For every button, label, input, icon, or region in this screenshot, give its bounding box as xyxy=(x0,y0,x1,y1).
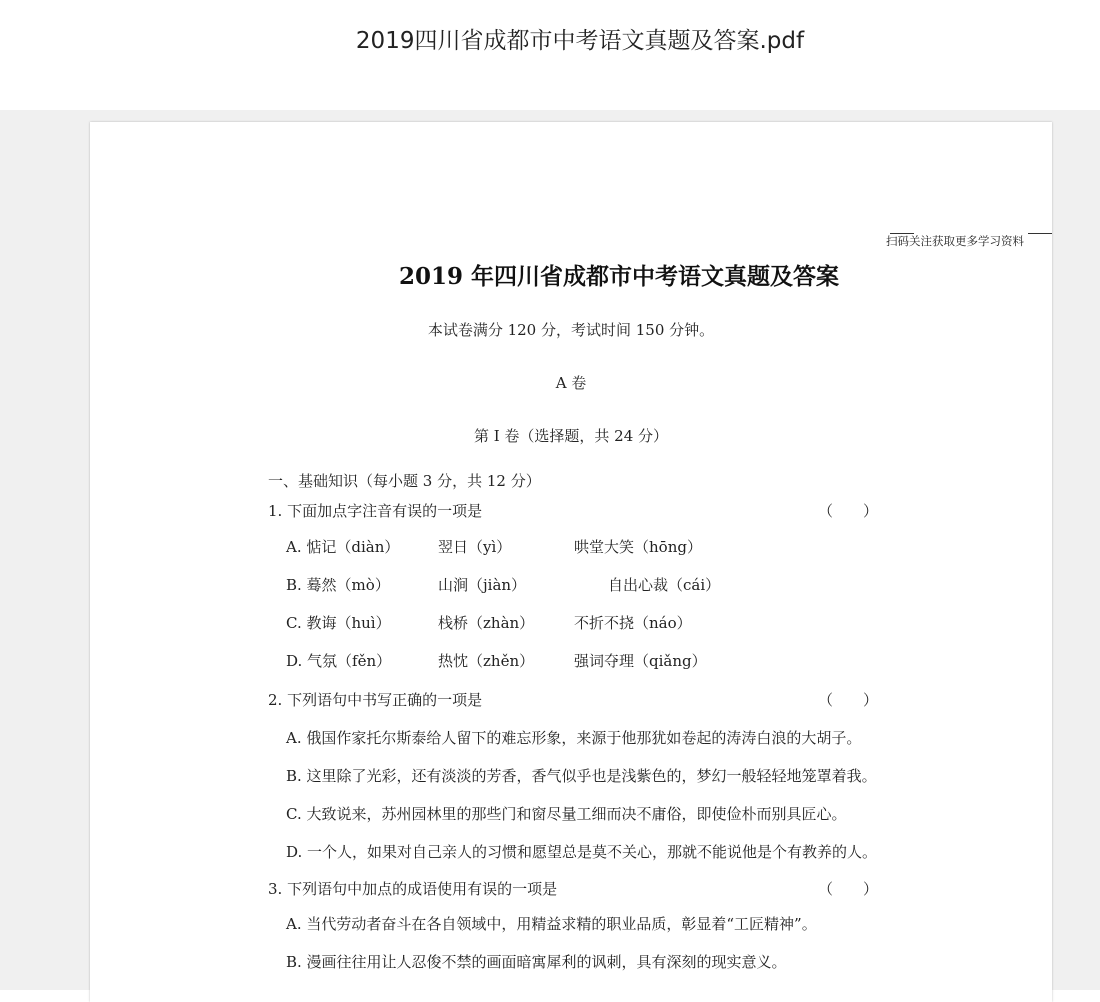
q1-option-c-2: 栈桥（zhàn） xyxy=(438,614,535,632)
q2-option-d: D. 一个人，如果对自己亲人的习惯和愿望总是莫不关心，那就不能说他是个有教养的人。 xyxy=(286,843,878,861)
document-filename: 2019四川省成都市中考语文真题及答案.pdf xyxy=(355,28,805,54)
rule-left xyxy=(890,233,914,234)
question-3-stem: 3. 下列语句中加点的成语使用有误的一项是 xyxy=(268,880,558,898)
q1-option-a-1: A. 惦记（diàn） xyxy=(286,538,400,556)
q1-option-b-2: 山涧（jiàn） xyxy=(438,576,527,594)
q2-option-a: A. 俄国作家托尔斯泰给人留下的难忘形象，来源于他那犹如卷起的涛涛白浪的大胡子。 xyxy=(286,729,862,747)
exam-note: 本试卷满分 120 分，考试时间 150 分钟。 xyxy=(427,321,715,339)
q1-option-b-3: 自出心裁（cái） xyxy=(608,576,721,594)
q1-option-b-1: B. 蓦然（mò） xyxy=(286,576,390,594)
pdf-viewer[interactable] xyxy=(0,110,1100,990)
rule-right xyxy=(1028,233,1052,234)
q1-option-d-3: 强词夺理（qiǎng） xyxy=(574,652,707,670)
volume-label: A 卷 xyxy=(555,374,587,392)
q3-option-a: A. 当代劳动者奋斗在各自领域中，用精益求精的职业品质，彰显着“工匠精神”。 xyxy=(286,915,817,933)
part-label: 第 I 卷（选择题，共 24 分） xyxy=(473,427,669,445)
q1-option-a-2: 翌日（yì） xyxy=(438,538,512,556)
q2-option-b: B. 这里除了光彩，还有淡淡的芳香，香气似乎也是浅紫色的，梦幻一般轻轻地笼罩着我。 xyxy=(286,767,877,785)
q1-option-d-1: D. 气氛（fěn） xyxy=(286,652,392,670)
pdf-page xyxy=(90,122,1052,1002)
watermark-label: 扫码关注获取更多学习资料 xyxy=(886,234,1024,248)
exam-title: 2019 年四川省成都市中考语文真题及答案 xyxy=(398,263,840,290)
q1-option-c-3: 不折不挠（náo） xyxy=(574,614,692,632)
question-1-answer-blank: （ ） xyxy=(818,502,879,520)
section-heading: 一、基础知识（每小题 3 分，共 12 分） xyxy=(268,472,541,490)
question-2-stem: 2. 下列语句中书写正确的一项是 xyxy=(268,691,483,709)
q1-option-c-1: C. 教诲（huì） xyxy=(286,614,391,632)
question-3-answer-blank: （ ） xyxy=(818,880,879,898)
q3-option-b: B. 漫画往往用让人忍俊不禁的画面暗寓犀利的讽刺，具有深刻的现实意义。 xyxy=(286,953,787,971)
qr-watermark-text xyxy=(886,233,1024,249)
q1-option-a-3: 哄堂大笑（hōng） xyxy=(574,538,702,556)
question-2-answer-blank: （ ） xyxy=(818,691,879,709)
q2-option-c: C. 大致说来，苏州园林里的那些门和窗尽量工细而决不庸俗，即使俭朴而别具匠心。 xyxy=(286,805,847,823)
title-bar xyxy=(0,0,1100,110)
q1-option-d-2: 热忱（zhěn） xyxy=(438,652,535,670)
question-1-stem: 1. 下面加点字注音有误的一项是 xyxy=(268,502,483,520)
